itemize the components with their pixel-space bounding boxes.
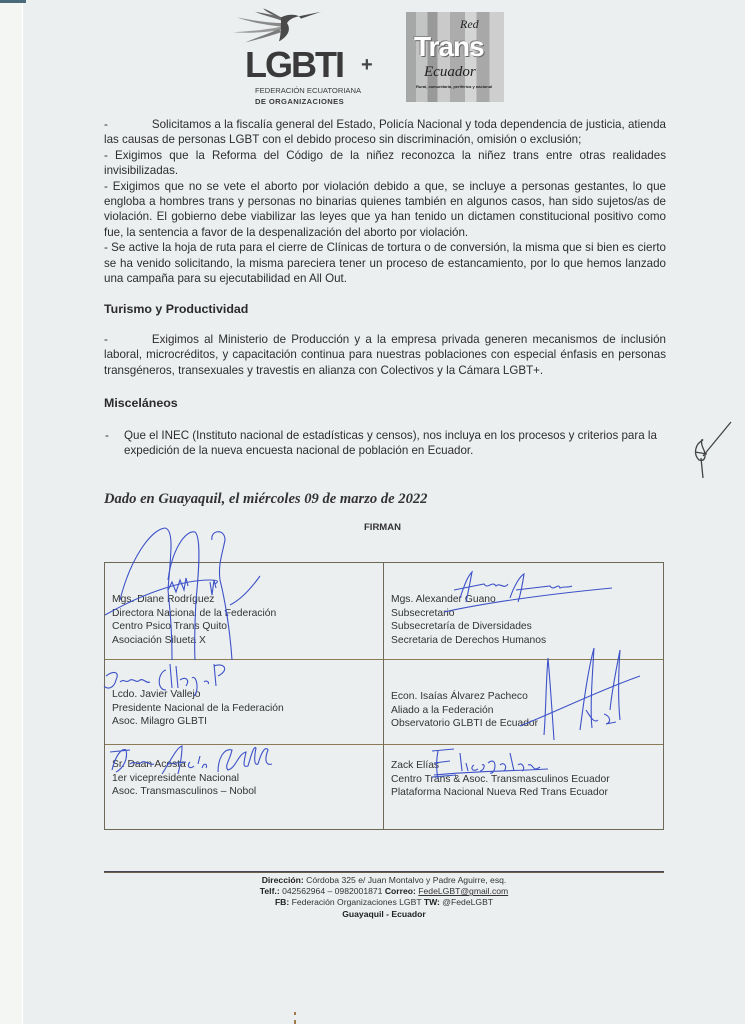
demands-block [104, 117, 666, 286]
tw-label: TW: [423, 897, 440, 908]
hummingbird-icon [215, 6, 325, 46]
signatory-info [112, 758, 256, 799]
address-value: Córdoba 325 e/ Juan Montalvo y Padre Aguirre, esq. [306, 875, 507, 885]
signatory-role: Presidente Nacional de la Federación [112, 702, 284, 714]
logo-tagline: Rural, comunitaria, periférica y nacional [416, 84, 493, 89]
firman-heading: FIRMAN [364, 522, 401, 533]
signatory-name: Lcdo. Javier Vallejo [112, 689, 201, 700]
turismo-paragraph [104, 332, 666, 378]
email-label: Correo: [384, 886, 416, 897]
lgbti-logo-line1: FEDERACIÓN ECUATORIANA [255, 86, 362, 95]
fb-value: Federación Organizaciones LGBT [291, 897, 422, 908]
footer-contact-line [104, 886, 664, 897]
signatory-info [391, 690, 538, 731]
signatory-info [391, 759, 610, 800]
signatory-org: Asoc. Transmasculinos – Nobol [112, 786, 257, 798]
signatory-info [112, 593, 276, 647]
turismo-text: Exigimos al Ministerio de Producción y a la empresa privada generen mecanismos de inclusión laboral, microcréditos, y capacitación continua para nuestras poblaciones con especial énfasis en personas transgéneros, transexuales y travestis en alianza con Colectivos y la Cámara LGBT+. [104, 333, 666, 377]
footer-divider [104, 871, 664, 873]
demand-fiscalia-text: Solicitamos a la fiscalía general del Estado, Policía Nacional y toda dependencia de justicia, atienda las causas de personas LGBT con el debido proceso sin discriminación, omisión o exclusión; [104, 118, 666, 147]
signatory-info [391, 593, 546, 647]
signatory-name: Zack Elías [391, 760, 440, 771]
scan-speck [294, 1020, 296, 1024]
logo-trans-text: Trans [414, 31, 484, 62]
signatory-org: Asociación Silueta X [112, 634, 206, 646]
signatory-role: Directora Nacional de la Federación [112, 607, 277, 619]
signature-cell [384, 660, 663, 745]
address-label: Dirección: [261, 875, 304, 885]
demand-clinicas: - Se active la hoja de ruta para el cierre de Clínicas de tortura o de conversión, la misma que si bien es cierto se ha venido solicitando, la misma pareciera tener un proceso de estancamiento, por lo que hemos lanzado una campaña para su ejecutabilidad en All Out. [104, 241, 666, 286]
signature-table [104, 562, 664, 830]
dash: - [104, 333, 108, 346]
email-link[interactable]: FedeLGBT@gmail.com [418, 886, 509, 897]
page-edge [22, 0, 23, 1024]
tw-value: @FedeLGBT [442, 897, 494, 908]
signature-cell [105, 563, 384, 660]
demand-codigo-ninez: - Exigimos que la Reforma del Código de la niñez reconozca la niñez trans entre otras realidades invisibilizadas. [104, 148, 666, 178]
signatory-org: Secretaria de Derechos Humanos [391, 634, 547, 646]
signatory-org: Subsecretaría de Diversidades [391, 621, 532, 633]
signatory-org: Centro Psico Trans Quito [112, 621, 228, 633]
lgbti-plus: + [361, 54, 373, 76]
signatory-org: Observatorio GLBTI de Ecuador [391, 718, 539, 730]
logo-red-text: Red [460, 17, 479, 31]
letterhead-footer [104, 875, 664, 920]
date-place-line: Dado en Guayaquil, el miércoles 09 de marzo de 2022 [104, 491, 428, 507]
signature-cell [105, 660, 384, 745]
signatory-name: Sr. Daan Acosta [112, 759, 186, 770]
red-trans-ecuador-logo [402, 12, 508, 104]
miscelaneos-text: Que el INEC (Instituto nacional de estadísticas y censos), nos incluya en los procesos y criterios para la expedición de la nueva encuesta nacional de población en Ecuador. [124, 429, 657, 458]
signatory-role: 1er vicepresidente Nacional [112, 772, 240, 784]
signatory-name: Econ. Isaías Álvarez Pacheco [391, 691, 528, 702]
lgbti-federation-logo [215, 6, 385, 110]
lgbti-wordmark: LGBTI [245, 44, 343, 85]
footer-address-line [104, 875, 664, 886]
signatory-name: Mgs. Alexander Guano [391, 594, 496, 605]
signatory-info [112, 688, 284, 729]
signature-cell [384, 745, 663, 829]
signatory-org: Centro Trans & Asoc. Transmasculinos Ecuador [391, 773, 610, 785]
city-value: Guayaquil - Ecuador [342, 908, 426, 919]
footer-social-line [104, 897, 664, 908]
scan-edge [0, 0, 26, 3]
phone-value: 042562964 – 0982001871 [282, 886, 383, 897]
signature-cell [384, 563, 663, 660]
signatory-role: Aliado a la Federación [391, 704, 494, 716]
signatory-role: Subsecretario [391, 607, 455, 619]
signatory-org: Asoc. Milagro GLBTI [112, 716, 207, 728]
demand-fiscalia [104, 117, 666, 148]
logo-ecuador-text: Ecuador [424, 64, 476, 80]
signatory-org: Plataforma Nacional Nueva Red Trans Ecuador [391, 787, 608, 799]
signatory-name: Mgs. Diane Rodríguez [112, 594, 215, 605]
phone-label: Telf.: [259, 886, 280, 897]
fb-label: FB: [274, 897, 290, 908]
scan-speck [294, 1012, 296, 1015]
demand-aborto: - Exigimos que no se vete el aborto por violación debido a que, se incluye a personas gestantes, lo que engloba a hombres trans y personas no binarias quienes también en algunos casos, han sido sujetos/as de violación. El gobierno debe viabilizar las leyes que ya han tenido un dictamen constitucional positivo como fue, la sentencia a favor de la despenalización del aborto por violación. [104, 179, 666, 239]
dash: - [104, 118, 108, 131]
signature-cell [105, 745, 384, 829]
footer-city-line [104, 909, 664, 920]
section-heading-miscelaneos: Misceláneos [104, 396, 178, 410]
dash: - [105, 429, 109, 442]
lgbti-logo-line2: DE ORGANIZACIONES [255, 97, 345, 106]
miscelaneos-paragraph [105, 428, 666, 459]
section-heading-turismo: Turismo y Productividad [104, 302, 249, 316]
